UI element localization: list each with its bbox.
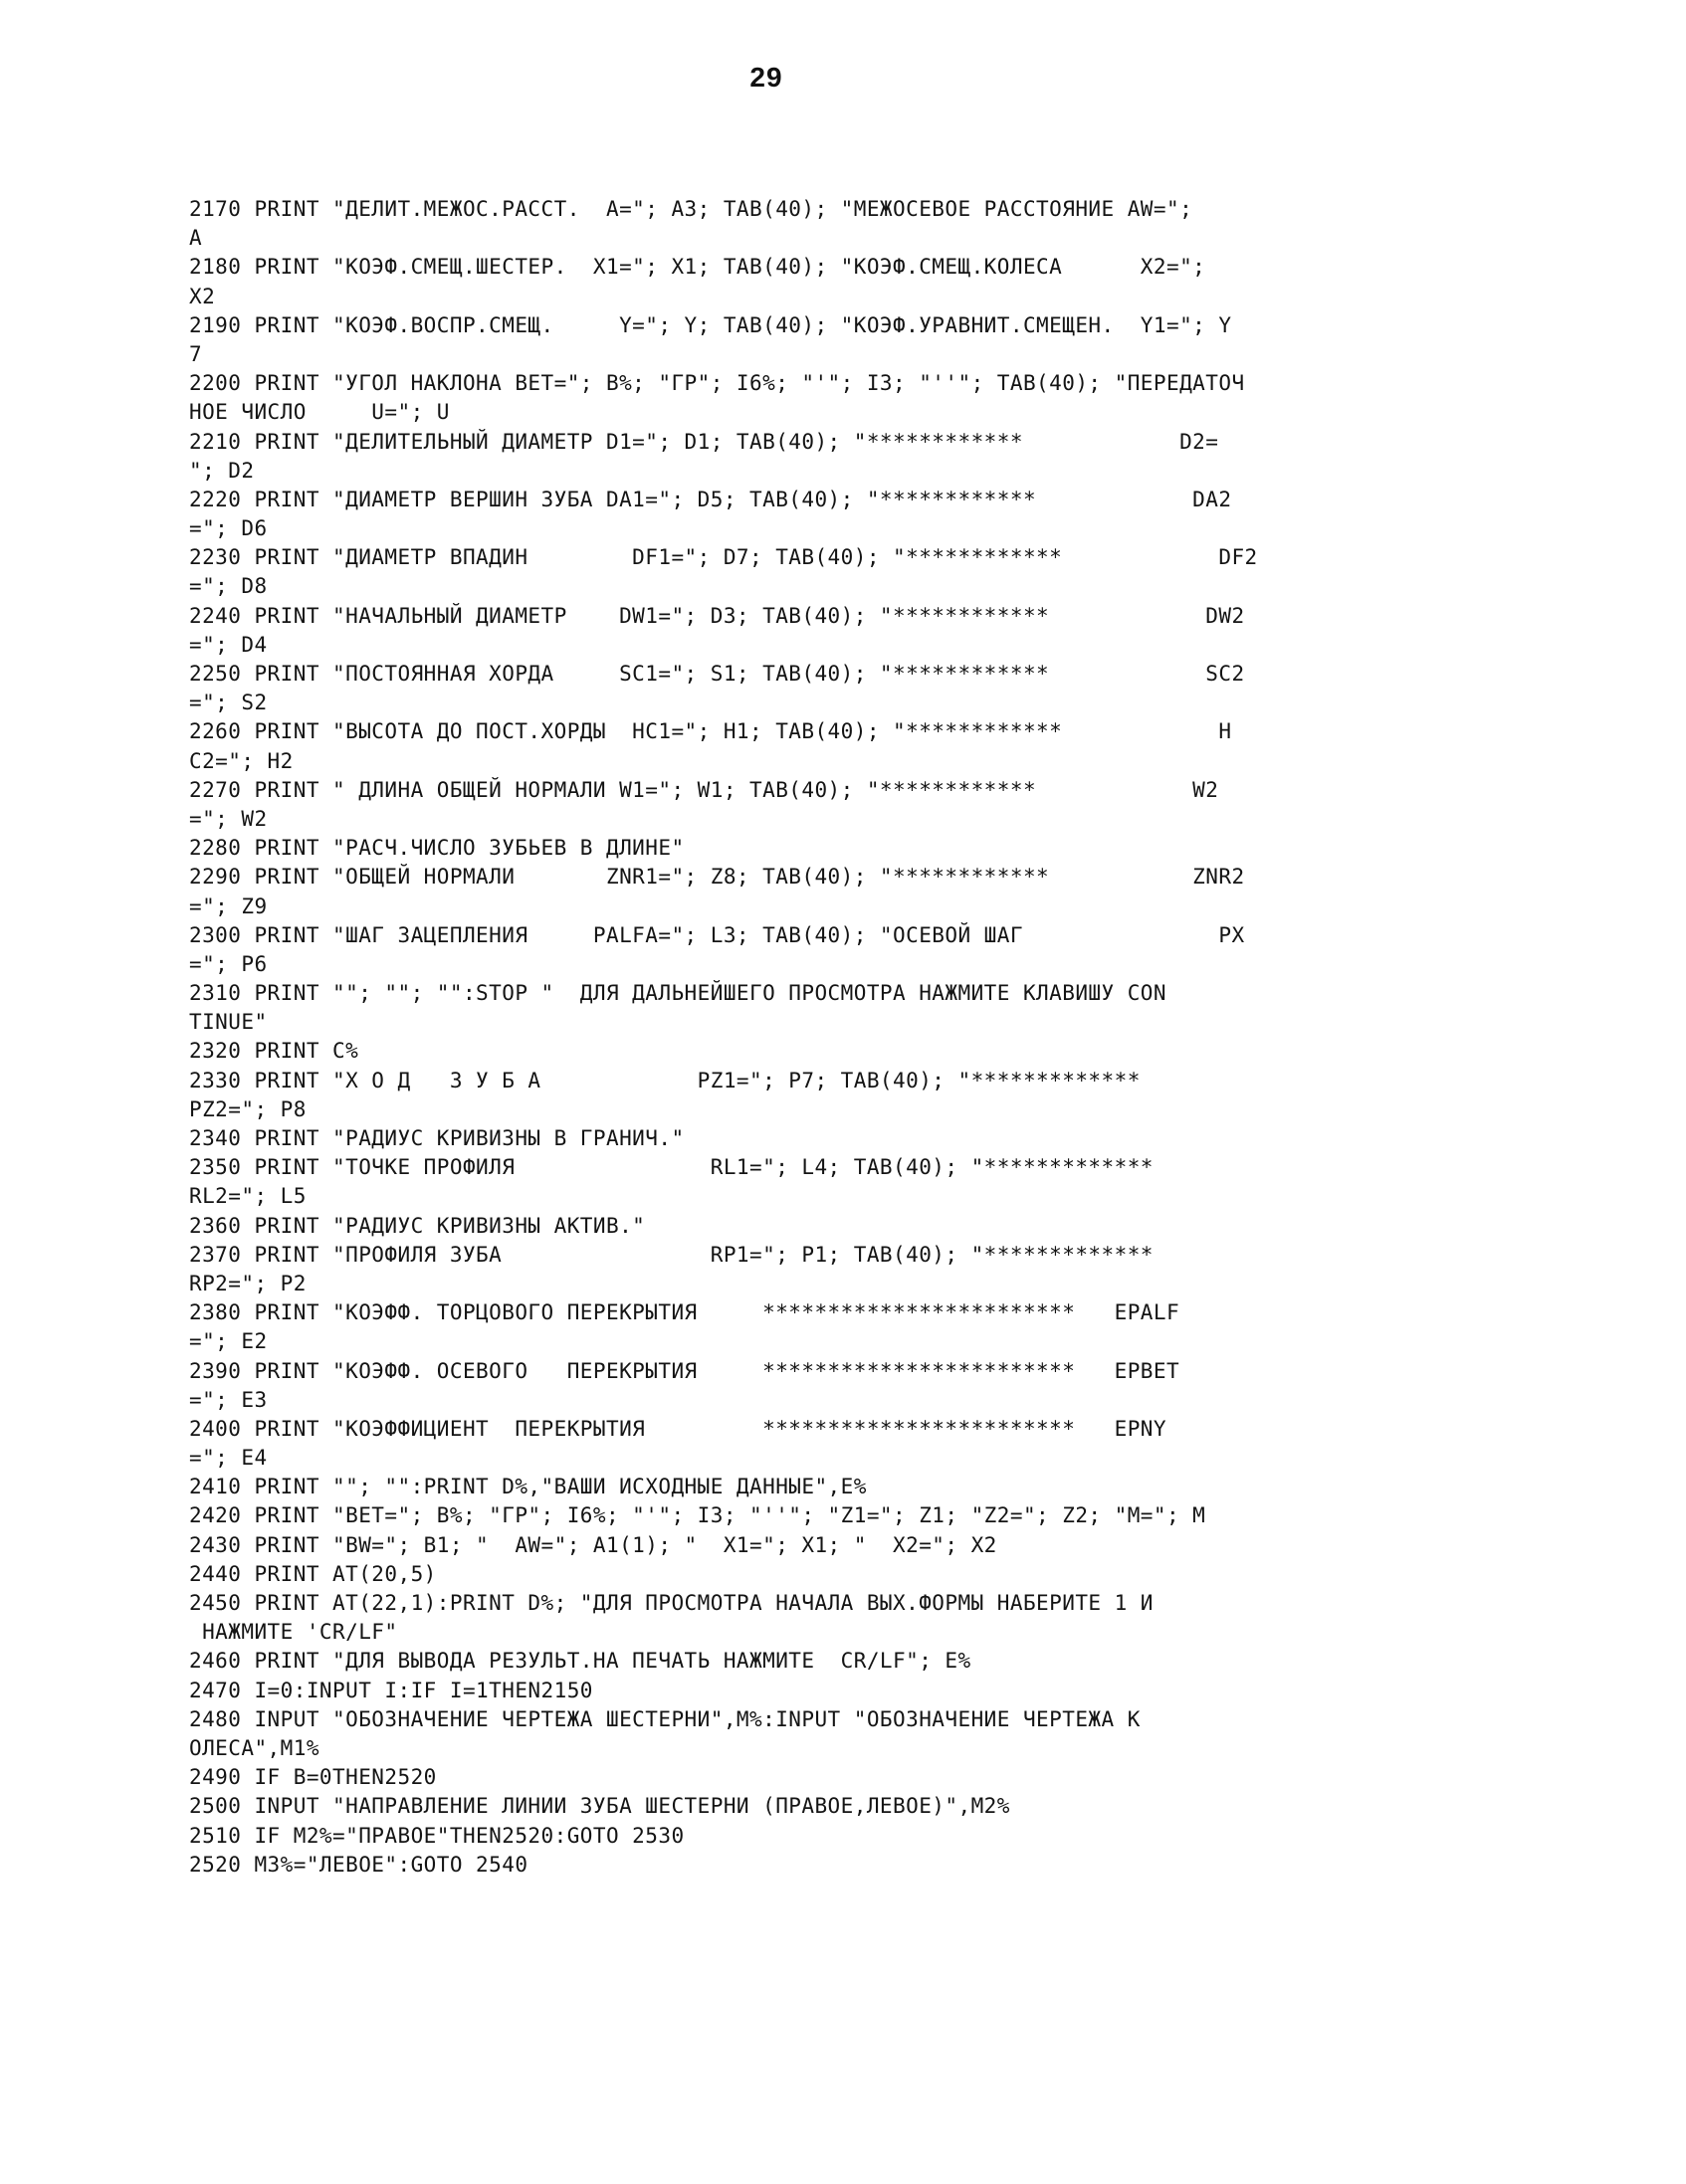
code-line: TINUE" xyxy=(189,1010,268,1035)
code-line: 2310 PRINT ""; ""; "":STOP " ДЛЯ ДАЛЬНЕЙШЕГО ПРОСМОТРА НАЖМИТЕ КЛАВИШУ CON xyxy=(189,981,1166,1006)
code-line: 2410 PRINT ""; "":PRINT D%,"ВАШИ ИСХОДНЫЕ ДАННЫЕ",E% xyxy=(189,1475,867,1499)
code-line: RP2="; P2 xyxy=(189,1271,307,1295)
code-line: ОЛЕСА",M1% xyxy=(189,1735,319,1760)
code-line: C2="; H2 xyxy=(189,748,294,773)
code-line: ="; D6 xyxy=(189,516,268,541)
code-line: 2360 PRINT "РАДИУС КРИВИЗНЫ АКТИВ." xyxy=(189,1213,646,1238)
code-line: 2170 PRINT "ДЕЛИТ.МЕЖОС.РАССТ. A="; A3; TAB(40); "МЕЖОСЕВОЕ РАССТОЯНИЕ AW="; xyxy=(189,197,1193,221)
code-line: ="; D4 xyxy=(189,632,268,657)
code-line: A xyxy=(189,226,203,251)
code-line: 2460 PRINT "ДЛЯ ВЫВОДА РЕЗУЛЬТ.НА ПЕЧАТЬ НАЖМИТЕ CR/LF"; E% xyxy=(189,1649,971,1674)
code-line: 2380 PRINT "КОЭФФ. ТОРЦОВОГО ПЕРЕКРЫТИЯ ************************ EPALF xyxy=(189,1300,1180,1325)
code-line: PZ2="; P8 xyxy=(189,1096,307,1121)
code-line: 2260 PRINT "ВЫСОТА ДО ПОСТ.ХОРДЫ HC1="; H1; TAB(40); "************ H xyxy=(189,719,1232,744)
code-line: 2400 PRINT "КОЭФФИЦИЕНТ ПЕРЕКРЫТИЯ ************************ EPNY xyxy=(189,1416,1166,1441)
code-line: НАЖМИТЕ 'CR/LF" xyxy=(189,1620,398,1645)
code-line: 2230 PRINT "ДИАМЕТР ВПАДИН DF1="; D7; TAB(40); "************ DF2 xyxy=(189,545,1258,570)
code-line: ="; E2 xyxy=(189,1329,268,1354)
code-line: 2320 PRINT C% xyxy=(189,1039,359,1064)
code-line: 2390 PRINT "КОЭФФ. ОСЕВОГО ПЕРЕКРЫТИЯ ************************ EPBET xyxy=(189,1358,1180,1383)
code-line: ="; S2 xyxy=(189,691,268,715)
code-line: 2350 PRINT "ТОЧКЕ ПРОФИЛЯ RL1="; L4; TAB(40); "************* xyxy=(189,1155,1154,1180)
code-line: 2240 PRINT "НАЧАЛЬНЫЙ ДИАМЕТР DW1="; D3; TAB(40); "************ DW2 xyxy=(189,603,1245,628)
code-line: 2340 PRINT "РАДИУС КРИВИЗНЫ В ГРАНИЧ." xyxy=(189,1126,685,1150)
code-line: 2500 INPUT "НАПРАВЛЕНИЕ ЛИНИИ ЗУБА ШЕСТЕРНИ (ПРАВОЕ,ЛЕВОЕ)",M2% xyxy=(189,1794,1010,1819)
code-line: "; D2 xyxy=(189,458,255,483)
code-line: 2180 PRINT "КОЭФ.СМЕЩ.ШЕСТЕР. X1="; X1; TAB(40); "КОЭФ.СМЕЩ.КОЛЕСА X2="; xyxy=(189,255,1206,280)
code-line: ="; P6 xyxy=(189,951,268,976)
code-line: ="; E4 xyxy=(189,1446,268,1471)
code-line: ="; Z9 xyxy=(189,893,268,918)
code-line: 7 xyxy=(189,341,203,366)
code-line: 2330 PRINT "Х О Д З У Б А PZ1="; P7; TAB(40); "************* xyxy=(189,1068,1141,1092)
code-line: 2430 PRINT "BW="; B1; " AW="; A1(1); " X1="; X1; " X2="; X2 xyxy=(189,1532,997,1557)
code-line: 2200 PRINT "УГОЛ НАКЛОНА ВЕТ="; B%; "ГР"; I6%; "'"; I3; "''"; TAB(40); "ПЕРЕДАТОЧ xyxy=(189,371,1245,396)
code-line: 2480 INPUT "ОБОЗНАЧЕНИЕ ЧЕРТЕЖА ШЕСТЕРНИ",M%:INPUT "ОБОЗНАЧЕНИЕ ЧЕРТЕЖА К xyxy=(189,1706,1141,1731)
code-line: 2450 PRINT AT(22,1):PRINT D%; "ДЛЯ ПРОСМОТРА НАЧАЛА ВЫХ.ФОРМЫ НАБЕРИТЕ 1 И xyxy=(189,1591,1154,1615)
code-line: 2420 PRINT "ВЕТ="; B%; "ГР"; I6%; "'"; I3; "''"; "Z1="; Z1; "Z2="; Z2; "M="; M xyxy=(189,1503,1206,1528)
code-line: 2250 PRINT "ПОСТОЯННАЯ ХОРДА SC1="; S1; TAB(40); "************ SC2 xyxy=(189,662,1245,686)
program-listing xyxy=(189,195,1483,1880)
code-line: 2220 PRINT "ДИАМЕТР ВЕРШИН ЗУБА DA1="; D5; TAB(40); "************ DA2 xyxy=(189,487,1232,511)
code-line: 2280 PRINT "РАСЧ.ЧИСЛО ЗУБЬЕВ В ДЛИНЕ" xyxy=(189,836,685,861)
code-line: 2440 PRINT AT(20,5) xyxy=(189,1561,437,1586)
code-line: RL2="; L5 xyxy=(189,1184,307,1209)
code-line: ="; W2 xyxy=(189,806,268,831)
code-line: 2290 PRINT "ОБЩЕЙ НОРМАЛИ ZNR1="; Z8; TAB(40); "************ ZNR2 xyxy=(189,865,1245,890)
code-line: 2210 PRINT "ДЕЛИТЕЛЬНЫЙ ДИАМЕТР D1="; D1; TAB(40); "************ D2= xyxy=(189,429,1219,454)
code-line: НОЕ ЧИСЛО U="; U xyxy=(189,400,450,425)
code-line: ="; D8 xyxy=(189,574,268,599)
code-line: 2490 IF B=0THEN2520 xyxy=(189,1765,437,1790)
code-line: 2470 I=0:INPUT I:IF I=1THEN2150 xyxy=(189,1678,593,1702)
code-line: 2190 PRINT "КОЭФ.ВОСПР.СМЕЩ. Y="; Y; TAB(40); "КОЭФ.УРАВНИТ.СМЕЩЕН. Y1="; Y xyxy=(189,312,1232,337)
code-line: X2 xyxy=(189,284,216,308)
code-line: 2510 IF M2%="ПРАВОЕ"THEN2520:GOTO 2530 xyxy=(189,1823,685,1848)
code-line: 2300 PRINT "ШАГ ЗАЦЕПЛЕНИЯ PALFA="; L3; TAB(40); "ОСЕВОЙ ШАГ PX xyxy=(189,922,1245,947)
code-line: 2370 PRINT "ПРОФИЛЯ ЗУБА RP1="; P1; TAB(40); "************* xyxy=(189,1242,1154,1267)
page-number: 29 xyxy=(749,62,783,93)
code-line: ="; E3 xyxy=(189,1387,268,1412)
code-line: 2520 M3%="ЛЕВОЕ":GOTO 2540 xyxy=(189,1852,528,1877)
code-line: 2270 PRINT " ДЛИНА ОБЩЕЙ НОРМАЛИ W1="; W1; TAB(40); "************ W2 xyxy=(189,777,1219,802)
